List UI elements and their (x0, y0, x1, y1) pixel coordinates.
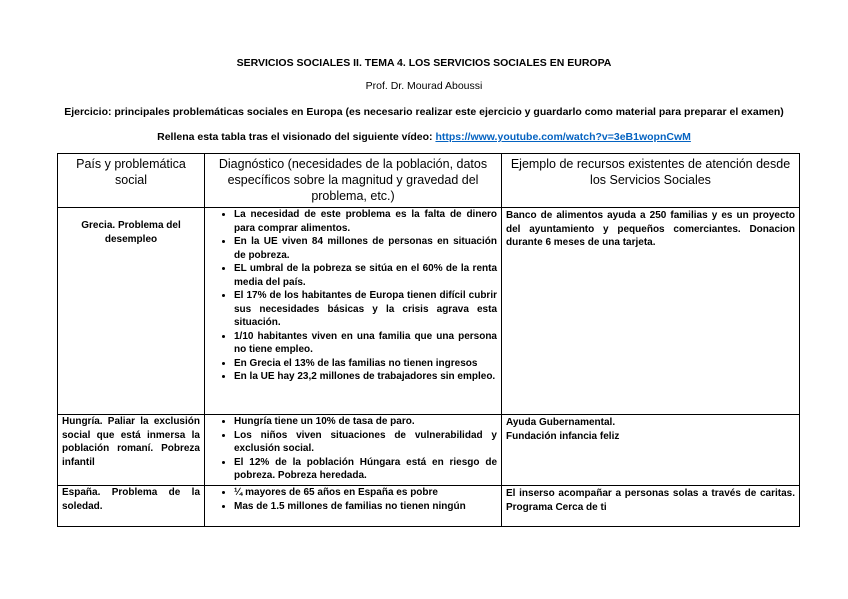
country-text: España. Problema de la soledad. (62, 487, 200, 512)
list-item: • En la UE hay 23,2 millones de trabajadores sin empleo. (234, 370, 497, 384)
instruction-text: Rellena esta tabla tras el visionado del siguiente vídeo: (157, 131, 436, 143)
resource-text: Ayuda Gubernamental. (506, 417, 616, 428)
video-link[interactable]: https://www.youtube.com/watch?v=3eB1wopnCwM (435, 131, 691, 143)
header-resources: Ejemplo de recursos existentes de atención desde los Servicios Sociales (502, 154, 800, 208)
list-item: • Los niños viven situaciones de vulnerabilidad y exclusión social. (234, 429, 497, 456)
list-item: • EL umbral de la pobreza se sitúa en el 60% de la renta media del país. (234, 262, 497, 289)
header-diagnosis: Diagnóstico (necesidades de la población, datos específicos sobre la magnitud y gravedad del problema, etc.) (205, 154, 502, 208)
list-item: • Mas de 1.5 millones de familias no tienen ningún (234, 500, 497, 514)
author-line: Prof. Dr. Mourad Aboussi (365, 80, 483, 92)
document-title: SERVICIOS SOCIALES II. TEMA 4. LOS SERVICIOS SOCIALES EN EUROPA (236, 57, 612, 69)
table-row (58, 486, 800, 527)
diagnosis-cell (205, 415, 502, 486)
country-cell (58, 415, 205, 486)
list-item: • El 12% de la población Húngara está en riesgo de pobreza. Pobreza heredada. (234, 456, 497, 483)
diagnosis-list (205, 415, 501, 483)
list-item: • El 17% de los habitantes de Europa tienen difícil cubrir sus necesidades básicas y la crisis agrava esta situación. (234, 289, 497, 330)
resource-text: El inserso acompañar a personas solas a través de caritas. Programa Cerca de ti (506, 488, 795, 513)
diagnosis-list (205, 486, 501, 513)
country-text: Grecia. Problema del desempleo (81, 220, 181, 245)
diagnosis-cell (205, 208, 502, 415)
list-item: • En la UE viven 84 millones de personas en situación de pobreza. (234, 235, 497, 262)
list-item: • La necesidad de este problema es la falta de dinero para comprar alimentos. (234, 208, 497, 235)
resources-cell (502, 208, 800, 415)
resources-cell (502, 415, 800, 486)
exercise-statement: Ejercicio: principales problemáticas sociales en Europa (es necesario realizar este ejercicio y guardarlo como material para preparar el examen) (64, 106, 784, 118)
table-row (58, 415, 800, 486)
header-country: País y problemática social (58, 154, 205, 208)
list-item: • ¼ mayores de 65 años en España es pobre (234, 486, 497, 500)
resource-text: Fundación infancia feliz (506, 430, 620, 442)
list-item: • Hungría tiene un 10% de tasa de paro. (234, 415, 497, 429)
instruction-line (0, 131, 848, 143)
resource-text: Banco de alimentos ayuda a 250 familias y es un proyecto del ayuntamiento y pequeños comerciantes. Donacion durante 6 meses de una tarjeta. (506, 210, 795, 248)
table-header-row (58, 154, 800, 208)
list-item: • 1/10 habitantes viven en una familia que una persona no tiene empleo. (234, 330, 497, 357)
resources-cell (502, 486, 800, 527)
problems-table (57, 153, 800, 527)
country-text: Hungría. Paliar la exclusión social que está inmersa la población romaní. Pobreza infantil (62, 416, 200, 468)
country-cell (58, 208, 205, 415)
country-cell (58, 486, 205, 527)
list-item: • En Grecia el 13% de las familias no tienen ingresos (234, 357, 497, 371)
diagnosis-cell (205, 486, 502, 527)
table-row (58, 208, 800, 415)
diagnosis-list (205, 208, 501, 384)
